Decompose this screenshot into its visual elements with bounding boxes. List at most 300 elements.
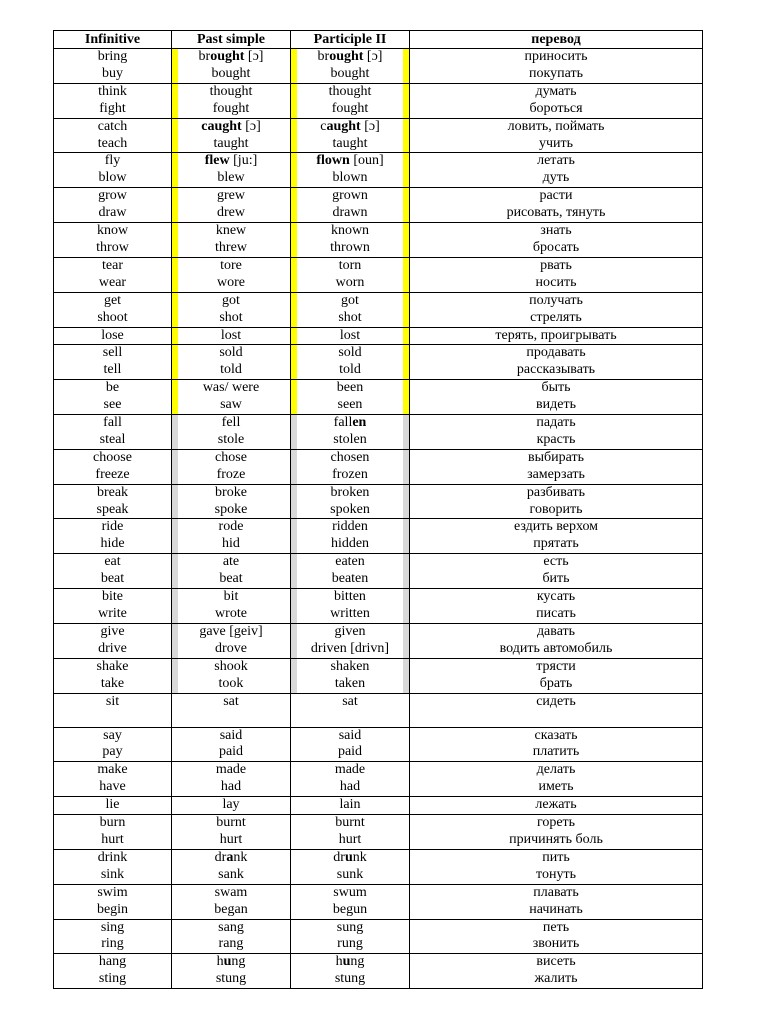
verb-form: давать [536, 623, 576, 639]
past-simple-cell [172, 118, 291, 153]
verb-form: терять, проигрывать [495, 327, 617, 343]
verb-form: write [98, 606, 127, 621]
infinitive-cell [54, 797, 172, 815]
translation-cell [410, 153, 703, 188]
verb-form: said [338, 727, 362, 743]
verb-form: hurt [219, 831, 243, 847]
verb-group-row [54, 954, 703, 989]
verb-group-row [54, 223, 703, 258]
verb-form: took [218, 675, 244, 691]
past-simple-cell [172, 623, 291, 658]
verb-form: иметь [538, 779, 574, 795]
verb-form: fall [103, 415, 122, 431]
verb-form: give [100, 623, 125, 639]
translation-cell [410, 380, 703, 415]
translation-cell [410, 257, 703, 292]
verb-form: given [334, 623, 366, 639]
verb-group-row [54, 83, 703, 118]
verb-form: sting [98, 971, 127, 987]
infinitive-cell [54, 919, 172, 954]
past-simple-cell [172, 919, 291, 954]
verb-form: приносить [524, 49, 588, 64]
translation-cell [410, 292, 703, 327]
verb-form: beat [219, 571, 243, 587]
verb-form: разбивать [526, 484, 586, 500]
verb-form: stung [334, 971, 366, 987]
infinitive-cell [54, 292, 172, 327]
translation-cell [410, 327, 703, 345]
verb-form: sung [336, 919, 364, 935]
verb-form: sold [338, 345, 362, 361]
infinitive-cell [54, 153, 172, 188]
past-simple-cell [172, 327, 291, 345]
verb-form: beaten [331, 571, 369, 587]
verb-form: tear [102, 257, 123, 273]
verb-form: throw [96, 239, 129, 255]
verb-form: сказать [534, 727, 578, 743]
verb-form: hidden [330, 536, 370, 552]
participle-cell [291, 954, 410, 989]
past-simple-cell [172, 188, 291, 223]
verb-form: lose [101, 327, 124, 343]
verb-form: tell [103, 362, 122, 378]
infinitive-cell [54, 849, 172, 884]
verb-form: shake [96, 658, 129, 674]
participle-cell [291, 415, 410, 450]
verb-form: swam [214, 884, 248, 900]
verb-form: fallen [333, 415, 367, 431]
verb-form: shaken [330, 658, 370, 674]
infinitive-cell [54, 327, 172, 345]
past-simple-cell [172, 693, 291, 727]
verb-form: been [336, 380, 364, 396]
verb-form: drank [214, 849, 248, 865]
participle-cell [291, 484, 410, 519]
header-translation: перевод [410, 31, 703, 49]
participle-cell [291, 292, 410, 327]
verb-form: thought [209, 83, 253, 99]
verb-form: пить [542, 849, 570, 865]
past-simple-cell [172, 727, 291, 762]
verb-form: thrown [330, 239, 370, 255]
infinitive-cell [54, 954, 172, 989]
past-simple-cell [172, 554, 291, 589]
verb-group-row [54, 519, 703, 554]
verb-form: sang [218, 919, 244, 935]
verb-form: told [339, 362, 361, 378]
participle-cell [291, 188, 410, 223]
verb-form: flew [ju:] [204, 153, 258, 169]
verb-form: draw [98, 205, 127, 221]
verb-form: grow [98, 188, 127, 204]
participle-cell [291, 83, 410, 118]
verb-form: sat [223, 693, 239, 709]
verb-form: прятать [533, 536, 579, 552]
translation-cell [410, 797, 703, 815]
infinitive-cell [54, 345, 172, 380]
infinitive-cell [54, 380, 172, 415]
verb-form: bring [97, 49, 128, 64]
verb-form: brought [ɔ] [317, 49, 383, 64]
infinitive-cell [54, 884, 172, 919]
verb-group-row [54, 327, 703, 345]
translation-cell [410, 623, 703, 658]
verb-form: бросать [532, 239, 580, 255]
infinitive-cell [54, 762, 172, 797]
past-simple-cell [172, 292, 291, 327]
verb-form: shoot [97, 309, 128, 325]
participle-cell [291, 49, 410, 84]
verb-form: torn [338, 257, 362, 273]
verb-form: blew [217, 170, 245, 186]
verb-form: froze [216, 466, 246, 482]
verb-form: blown [332, 170, 368, 186]
participle-cell [291, 223, 410, 258]
translation-cell [410, 849, 703, 884]
verb-form: broke [215, 484, 247, 500]
verb-group-row [54, 449, 703, 484]
verb-form: hid [222, 536, 240, 552]
infinitive-cell [54, 623, 172, 658]
verb-form: paid [218, 744, 244, 760]
verb-form: was/ were [202, 380, 260, 396]
verb-form: caught [ɔ] [201, 118, 261, 134]
verb-form: носить [535, 274, 577, 290]
verb-form: burnt [216, 815, 246, 831]
verb-group-row [54, 693, 703, 727]
verb-form: drawn [332, 205, 368, 221]
translation-cell [410, 188, 703, 223]
header-infinitive: Infinitive [54, 31, 172, 49]
verb-form: flown [oun] [316, 153, 384, 169]
verb-form: жалить [534, 971, 578, 987]
verb-form: buy [102, 65, 123, 81]
verb-form: ездить верхом [513, 519, 599, 535]
participle-cell [291, 153, 410, 188]
verb-form: chose [215, 449, 247, 465]
verb-form: ate [222, 554, 240, 570]
verb-group-row [54, 49, 703, 84]
verb-group-row [54, 554, 703, 589]
verb-form: written [330, 606, 370, 621]
verb-form: делать [536, 762, 576, 778]
participle-cell [291, 327, 410, 345]
verb-form: fought [212, 100, 250, 116]
verb-form: ловить, поймать [507, 118, 605, 134]
translation-cell [410, 658, 703, 693]
past-simple-cell [172, 954, 291, 989]
verb-form: трясти [536, 658, 576, 674]
verb-form: think [98, 83, 127, 99]
verb-form: pay [102, 744, 123, 760]
verb-form: had [339, 779, 361, 795]
verb-group-row [54, 919, 703, 954]
verb-form: spoken [330, 501, 370, 517]
verb-form: выбирать [528, 449, 584, 465]
verb-form: продавать [526, 345, 586, 361]
verb-form: begin [96, 901, 129, 917]
table-header-row [54, 31, 703, 49]
past-simple-cell [172, 519, 291, 554]
past-simple-cell [172, 762, 291, 797]
past-simple-cell [172, 380, 291, 415]
verb-form: lie [105, 797, 120, 813]
verb-form: bought [211, 65, 251, 81]
verb-form: расти [539, 188, 573, 204]
verb-form: tore [220, 257, 242, 273]
verb-form: driven [drivn] [310, 640, 390, 656]
verb-form: drive [98, 640, 127, 656]
verb-form: sunk [336, 866, 364, 882]
verb-form: eat [104, 554, 121, 570]
verb-form: летать [537, 153, 575, 169]
translation-cell [410, 693, 703, 727]
verb-form: sell [102, 345, 123, 361]
verb-group-row [54, 415, 703, 450]
verb-form: получать [529, 292, 583, 308]
verb-form: made [215, 762, 247, 778]
verb-form: taken [334, 675, 366, 691]
verb-group-row [54, 623, 703, 658]
participle-cell [291, 762, 410, 797]
verb-form: bitten [334, 589, 366, 605]
infinitive-cell [54, 519, 172, 554]
past-simple-cell [172, 797, 291, 815]
verb-form: плавать [533, 884, 579, 900]
verb-form: платить [532, 744, 580, 760]
verb-form: caught [ɔ] [320, 118, 380, 134]
verb-form: threw [215, 239, 247, 255]
verb-form: wrote [215, 606, 247, 621]
verb-rows [54, 49, 703, 989]
past-simple-cell [172, 49, 291, 84]
verb-form: begun [332, 901, 368, 917]
participle-cell [291, 693, 410, 727]
past-simple-cell [172, 815, 291, 850]
verb-form: lost [220, 327, 242, 343]
participle-cell [291, 658, 410, 693]
verb-form: гореть [536, 815, 576, 831]
verb-form: say [103, 727, 122, 743]
verb-form: говорить [529, 501, 583, 517]
verb-form: freeze [95, 466, 130, 482]
infinitive-cell [54, 118, 172, 153]
verb-form: got [341, 292, 359, 308]
verb-form: swum [333, 884, 367, 900]
verb-form: spoke [214, 501, 248, 517]
verb-form: писать [536, 606, 576, 621]
translation-cell [410, 345, 703, 380]
verb-form: красть [536, 431, 576, 447]
verb-form: eaten [335, 554, 365, 570]
verb-group-row [54, 727, 703, 762]
verb-group-row [54, 257, 703, 292]
past-simple-cell [172, 849, 291, 884]
verb-form: got [222, 292, 240, 308]
verb-form: hurt [338, 831, 362, 847]
translation-cell [410, 449, 703, 484]
translation-cell [410, 415, 703, 450]
participle-cell [291, 815, 410, 850]
verb-form: lain [339, 797, 361, 813]
infinitive-cell [54, 815, 172, 850]
verb-form: said [219, 727, 243, 743]
verb-form: sit [105, 693, 120, 709]
verb-form: водить автомобиль [499, 640, 613, 656]
verb-form: брать [539, 675, 573, 691]
verb-form: drew [217, 205, 245, 221]
verb-form: рассказывать [516, 362, 596, 378]
verb-form: paid [337, 744, 363, 760]
verb-form: sing [100, 919, 125, 935]
verb-form: hang [98, 954, 127, 970]
verb-form: make [97, 762, 128, 778]
past-simple-cell [172, 658, 291, 693]
infinitive-cell [54, 415, 172, 450]
translation-cell [410, 519, 703, 554]
verb-group-row [54, 153, 703, 188]
past-simple-cell [172, 345, 291, 380]
infinitive-cell [54, 257, 172, 292]
participle-cell [291, 118, 410, 153]
participle-cell [291, 519, 410, 554]
infinitive-cell [54, 223, 172, 258]
translation-cell [410, 815, 703, 850]
verb-form: висеть [536, 954, 576, 970]
verb-form: покупать [529, 65, 583, 81]
verb-form: bought [330, 65, 370, 81]
participle-cell [291, 345, 410, 380]
verb-group-row [54, 380, 703, 415]
verb-group-row [54, 797, 703, 815]
translation-cell [410, 118, 703, 153]
verb-form: bite [102, 589, 123, 605]
past-simple-cell [172, 153, 291, 188]
verb-form: sold [219, 345, 243, 361]
translation-cell [410, 49, 703, 84]
verb-form: drunk [333, 849, 367, 865]
verb-group-row [54, 292, 703, 327]
verb-form: burnt [335, 815, 365, 831]
verb-form: steal [99, 431, 126, 447]
participle-cell [291, 380, 410, 415]
verb-form: sink [100, 866, 125, 882]
verb-form: blow [98, 170, 127, 186]
verb-form: gave [geiv] [199, 623, 263, 639]
participle-cell [291, 884, 410, 919]
verb-form: get [103, 292, 122, 308]
infinitive-cell [54, 589, 172, 624]
verb-form: be [105, 380, 120, 396]
verb-form: fell [221, 415, 241, 431]
participle-cell [291, 554, 410, 589]
verb-form: lay [222, 797, 240, 813]
verb-form: ride [101, 519, 124, 535]
verb-form: стрелять [530, 309, 582, 325]
verb-form: петь [542, 919, 570, 935]
verb-form: бить [542, 571, 570, 587]
infinitive-cell [54, 658, 172, 693]
irregular-verbs-table [53, 30, 703, 989]
verb-group-row [54, 345, 703, 380]
verb-form: сидеть [536, 693, 576, 709]
verb-form: thought [328, 83, 372, 99]
verb-form: звонить [532, 936, 580, 952]
verb-form: sank [218, 866, 244, 882]
verb-form: учить [538, 135, 574, 151]
verb-form: кусать [536, 589, 576, 605]
participle-cell [291, 849, 410, 884]
verb-form: fight [99, 100, 126, 116]
verb-group-row [54, 849, 703, 884]
verb-form: grew [217, 188, 245, 204]
verb-form: known [330, 223, 370, 239]
verb-form: тонуть [536, 866, 576, 882]
verb-form: замерзать [527, 466, 585, 482]
past-simple-cell [172, 449, 291, 484]
verb-form: rode [218, 519, 244, 535]
verb-form: teach [97, 135, 128, 151]
verb-group-row [54, 589, 703, 624]
verb-form: бороться [529, 100, 583, 116]
verb-form: see [103, 397, 122, 413]
infinitive-cell [54, 83, 172, 118]
verb-form: swim [97, 884, 128, 900]
verb-form: brought [ɔ] [198, 49, 264, 64]
past-simple-cell [172, 884, 291, 919]
verb-form: rang [218, 936, 244, 952]
past-simple-cell [172, 83, 291, 118]
verb-form: beat [100, 571, 125, 587]
infinitive-cell [54, 188, 172, 223]
verb-form: broken [330, 484, 370, 500]
verb-form: ridden [332, 519, 368, 535]
translation-cell [410, 954, 703, 989]
verb-form: wear [98, 274, 127, 290]
participle-cell [291, 623, 410, 658]
verb-form: видеть [536, 397, 576, 413]
header-past-simple: Past simple [172, 31, 291, 49]
verb-form: есть [543, 554, 569, 570]
verb-form: seen [337, 397, 363, 413]
verb-form: began [214, 901, 248, 917]
participle-cell [291, 727, 410, 762]
verb-form: had [220, 779, 242, 795]
verb-group-row [54, 884, 703, 919]
verb-form: made [334, 762, 366, 778]
participle-cell [291, 589, 410, 624]
participle-cell [291, 797, 410, 815]
verb-form: shot [219, 309, 243, 325]
verb-form: падать [536, 415, 576, 431]
verb-form: burn [99, 815, 126, 831]
verb-form: stole [217, 431, 245, 447]
infinitive-cell [54, 727, 172, 762]
verb-form: быть [541, 380, 571, 396]
past-simple-cell [172, 223, 291, 258]
verb-form: рисовать, тянуть [506, 205, 606, 221]
translation-cell [410, 884, 703, 919]
infinitive-cell [54, 484, 172, 519]
verb-form: speak [96, 501, 129, 517]
verb-form: лежать [535, 797, 577, 813]
verb-form: grown [332, 188, 368, 204]
verb-form: stung [215, 971, 247, 987]
verb-form: taught [213, 135, 249, 151]
verb-form: причинять боль [509, 831, 603, 847]
verb-form: hung [335, 954, 365, 970]
verb-form: знать [540, 223, 572, 239]
